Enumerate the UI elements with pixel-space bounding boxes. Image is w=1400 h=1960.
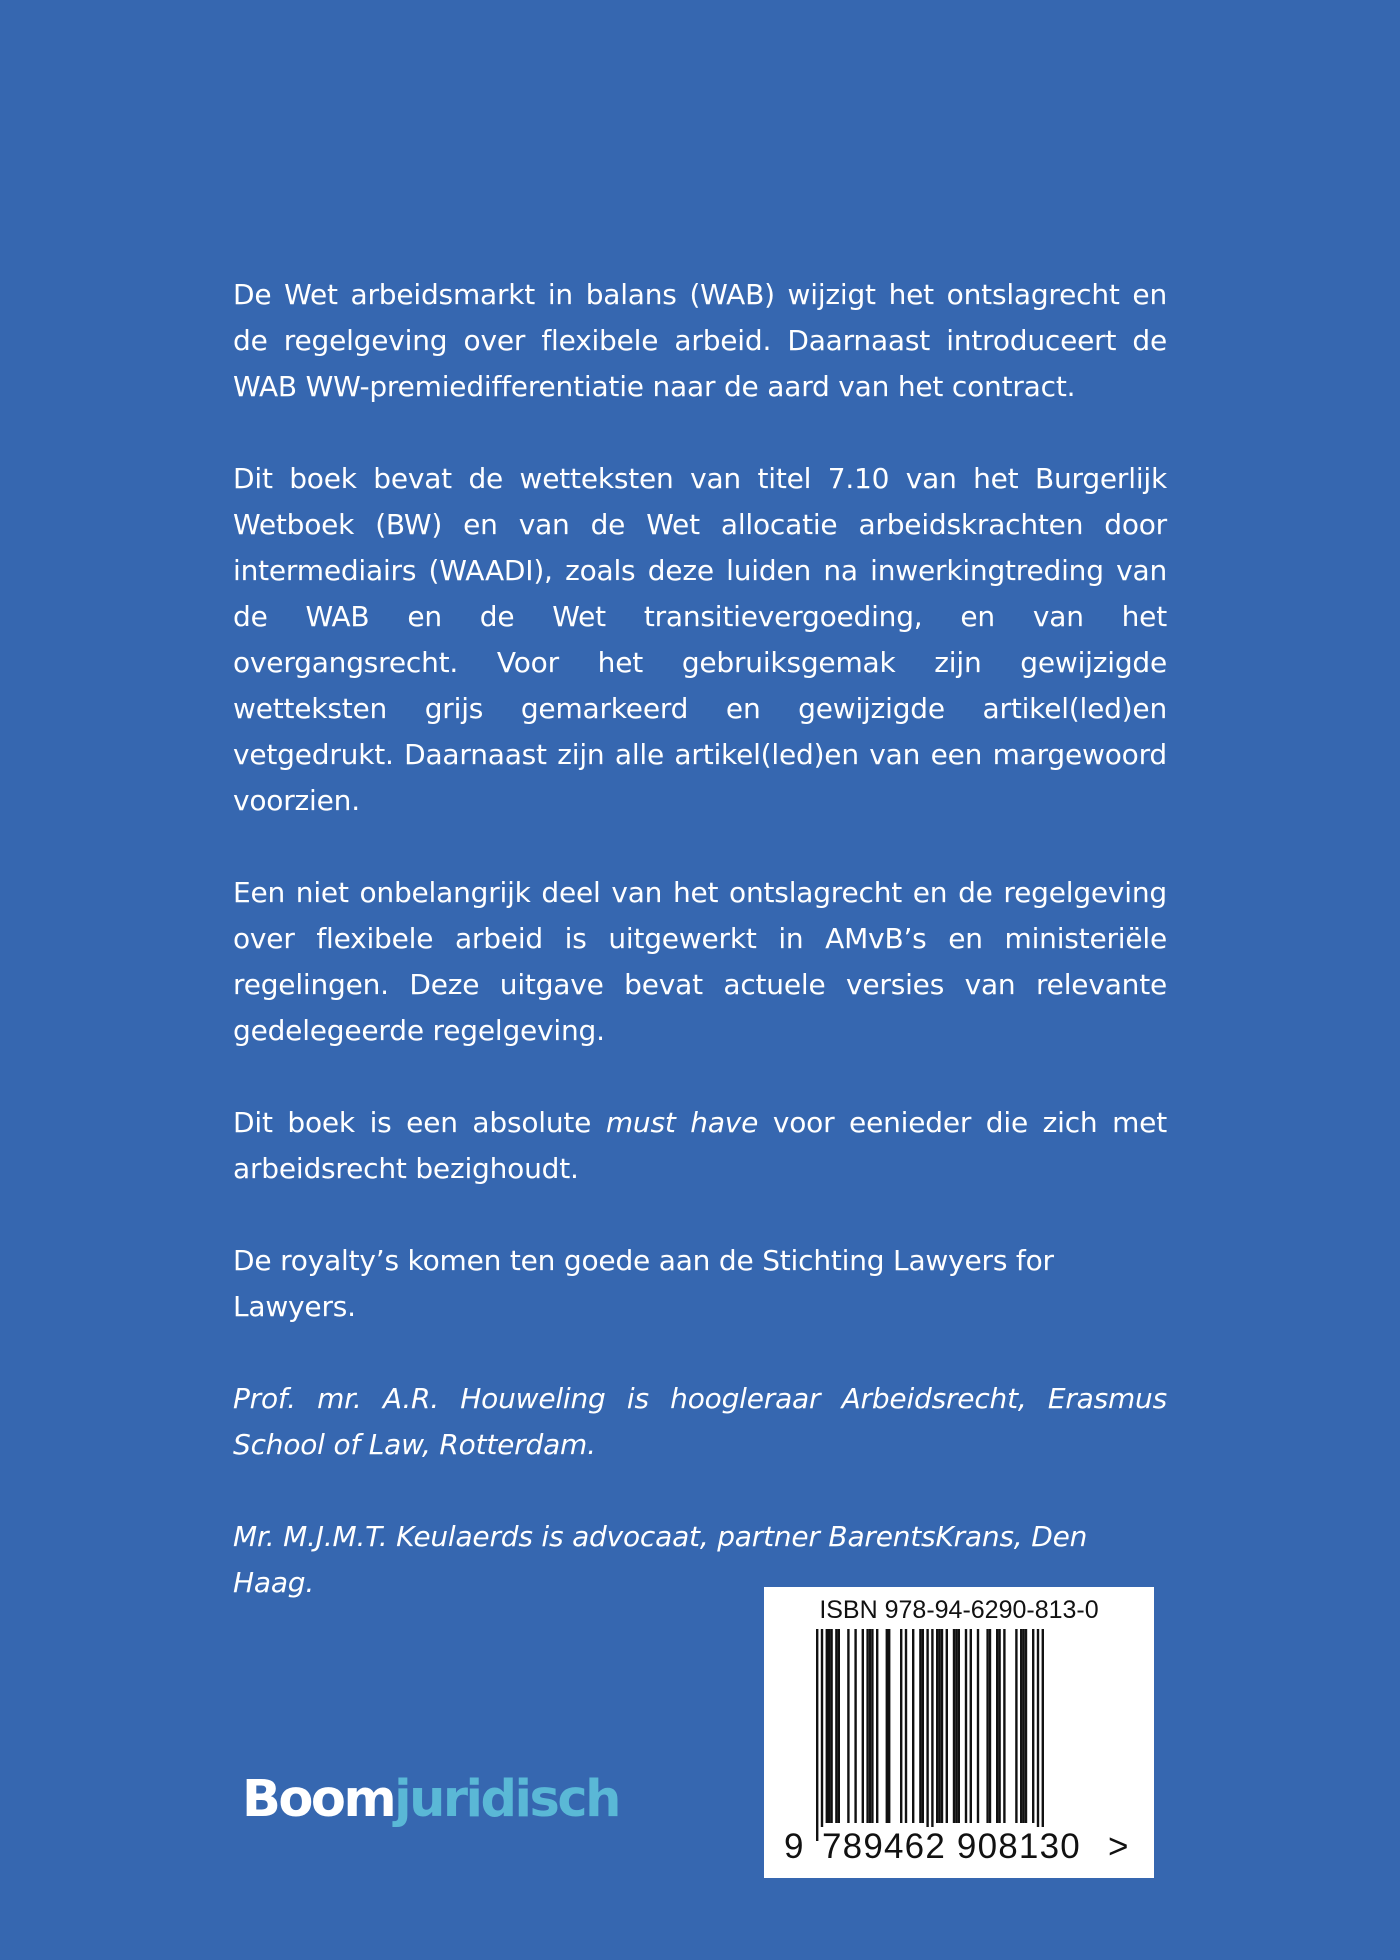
barcode-bar — [888, 1629, 890, 1823]
barcode-bar — [986, 1629, 988, 1823]
barcode-bars — [764, 1629, 1154, 1851]
barcode-bar — [830, 1629, 832, 1823]
blurb-p4-end: voor eenieder die zich met arbeidsrecht bezighoudt. — [233, 1106, 1167, 1185]
barcode-bar — [998, 1629, 1000, 1823]
barcode-bar — [977, 1629, 979, 1823]
blurb-paragraph-2: Dit boek bevat de wetteksten van titel 7.10 van het Burgerlijk Wetboek (BW) en van de Wet allocatie arbeidskrachten door intermediairs (WAADI), zoals deze luiden na inwerkingtreding van de WAB en de Wet transitievergoeding, en van het overgangsrecht. Voor het gebruiksgemak zijn gewijzigde wetteksten grijs gemarkeerd en gewijzigde artikel(led)en vetgedrukt. Daarnaast zijn alle artikel(led)en van een margewoord voorzien. — [233, 462, 1167, 817]
barcode-bar — [1025, 1629, 1027, 1823]
isbn-barcode — [764, 1587, 1154, 1878]
barcode-bar — [828, 1629, 830, 1823]
blurb-paragraph-4 — [233, 1100, 1167, 1192]
barcode-bar — [869, 1629, 871, 1823]
barcode-bar — [946, 1629, 948, 1823]
publisher-logo — [242, 1770, 619, 1830]
blurb-p4-start: Dit boek is een absolute — [233, 1106, 606, 1139]
barcode-bar — [958, 1629, 960, 1823]
barcode-guard-bar — [816, 1629, 818, 1841]
barcode-bar — [989, 1629, 991, 1823]
barcode-guard-bar — [821, 1629, 823, 1841]
logo-juridisch: juridisch — [394, 1770, 619, 1829]
barcode-bar — [955, 1629, 957, 1823]
barcode-bar — [847, 1629, 849, 1823]
barcode-bar — [996, 1629, 998, 1823]
barcode-bar — [970, 1629, 972, 1823]
barcode-bar — [1003, 1629, 1005, 1823]
back-cover-text — [233, 272, 1167, 1652]
barcode-bar — [938, 1629, 940, 1823]
barcode-bar — [922, 1629, 924, 1823]
barcode-bar — [886, 1629, 888, 1823]
isbn-label: ISBN 978-94-6290-813-0 — [819, 1596, 1099, 1624]
barcode-guard-bar — [926, 1629, 928, 1841]
barcode-bar — [900, 1629, 902, 1823]
blurb-paragraph-1: De Wet arbeidsmarkt in balans (WAB) wijzigt het ontslagrecht en de regelgeving over flexibele arbeid. Daarnaast introduceert de WAB WW-premiedifferentiatie naar de aard van het contract. — [233, 278, 1167, 403]
barcode-digits: 789462 908130 — [822, 1827, 1081, 1866]
barcode-bar — [953, 1629, 955, 1823]
barcode-arrow: > — [1108, 1827, 1129, 1866]
blurb-p4-emphasis: must have — [605, 1106, 759, 1139]
logo-boom: Boom — [242, 1770, 395, 1829]
barcode-bar — [838, 1629, 840, 1823]
barcode-guard-bar — [1042, 1629, 1044, 1841]
barcode-bar — [1020, 1629, 1022, 1823]
barcode-bar — [866, 1629, 868, 1823]
barcode-bar — [1015, 1629, 1017, 1823]
blurb-paragraph-3: Een niet onbelangrijk deel van het ontslagrecht en de regelgeving over flexibele arbeid is uitgewerkt in AMvB’s en ministeriële regelingen. Deze uitgave bevat actuele versies van relevante gedelegeerde regelgeving. — [233, 876, 1167, 1047]
barcode-bar — [941, 1629, 943, 1823]
barcode-bar — [854, 1629, 856, 1823]
barcode-bar — [871, 1629, 873, 1823]
barcode-bar — [912, 1629, 914, 1823]
barcode-guard-bar — [1037, 1629, 1039, 1841]
barcode-bar — [835, 1629, 837, 1823]
barcode-bar — [876, 1629, 878, 1823]
barcode-guard-bar — [931, 1629, 933, 1841]
blurb-paragraph-5: De royalty’s komen ten goede aan de Stichting Lawyers for Lawyers. — [233, 1244, 1054, 1323]
author-bio-2: Mr. M.J.M.T. Keulaerds is advocaat, partner BarentsKrans, Den Haag. — [233, 1520, 1088, 1599]
barcode-bar — [965, 1629, 967, 1823]
barcode-bar — [1032, 1629, 1034, 1823]
barcode-bar — [936, 1629, 938, 1823]
barcode-first-digit: 9 — [784, 1827, 804, 1866]
barcode-bar — [826, 1629, 828, 1823]
barcode-bar — [919, 1629, 921, 1823]
barcode-bar — [905, 1629, 907, 1823]
barcode-bar — [862, 1629, 864, 1823]
author-bio-1: Prof. mr. A.R. Houweling is hoogleraar Arbeidsrecht, Erasmus School of Law, Rotterdam. — [233, 1382, 1167, 1461]
barcode-bar — [1022, 1629, 1024, 1823]
